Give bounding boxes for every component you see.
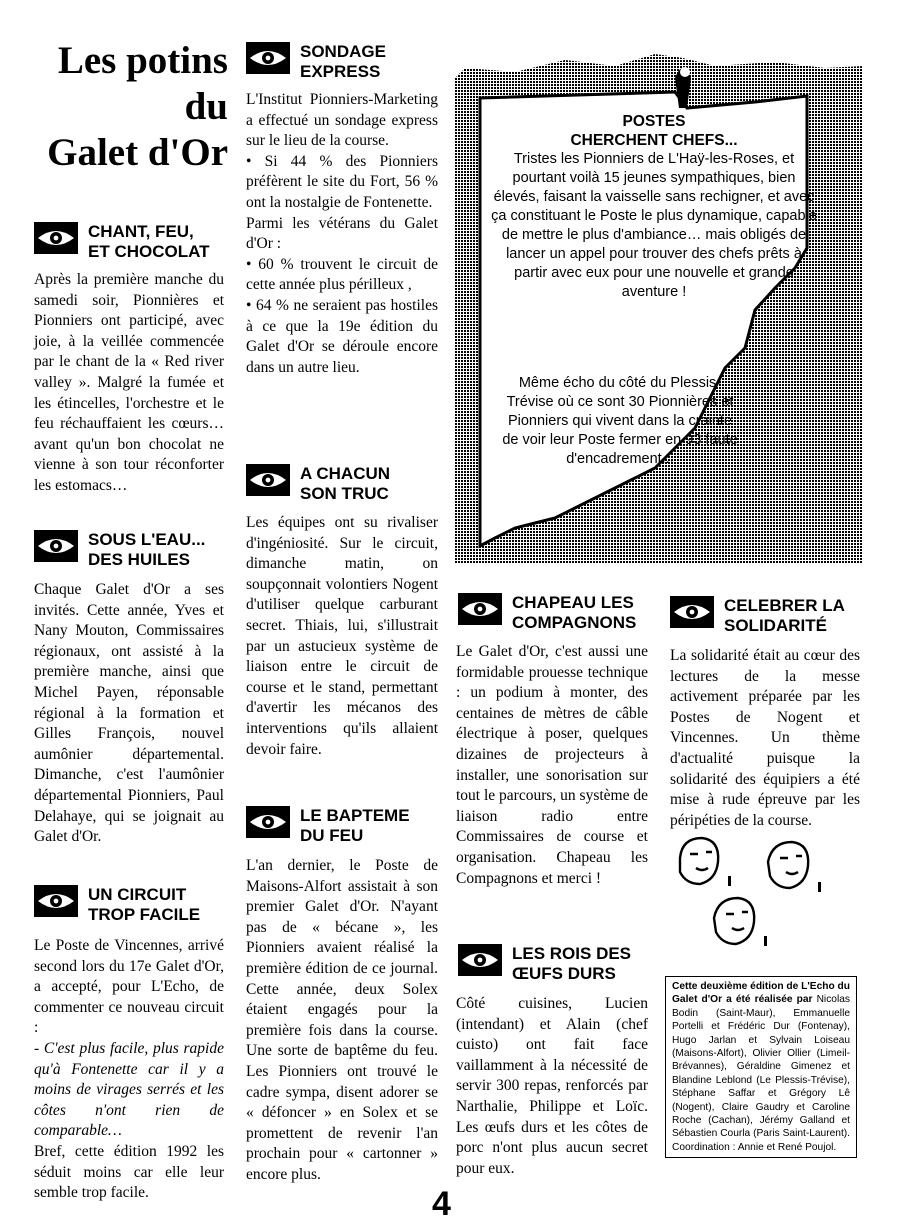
section-title-line: LES ROIS DES	[512, 944, 632, 963]
section-header-bapteme	[246, 806, 410, 846]
section-title-line: ET CHOCOLAT	[88, 242, 210, 261]
section-title-line: COMPAGNONS	[512, 613, 637, 632]
section-header-chapeau	[458, 593, 636, 633]
section-title	[88, 222, 210, 262]
eye-icon	[246, 806, 290, 838]
section-text-chapeau	[456, 642, 648, 889]
paragraph: L'an dernier, le Poste de Maisons-Alfort assistait à son premier Galet d'Or. N'ayant pas de « bécane », les Pionniers avaient réalisé la première édition de ce journal. Cette année, deux Solex étaient engagés pour la première fois dans la course. Une sorte de baptême du feu. Les Pionniers ont trouvé le cadre sympa, disent adorer se « défoncer » en Solex et se promettent de revenir l'an prochain pour « cartonner » encore plus.	[246, 857, 438, 1183]
ad-text	[490, 112, 818, 302]
section-text-sondage	[246, 90, 438, 378]
section-title	[300, 42, 386, 82]
ad-headline-line: CHERCHENT CHEFS...	[570, 132, 738, 149]
section-title-line: SOLIDARITÉ	[724, 616, 827, 635]
section-title-line: SONDAGE	[300, 42, 386, 61]
paragraph: Le Galet d'Or, c'est aussi une formidable prouesse technique : un podium à monter, des centaines de mètres de câble électrique à poser, quelques dizaines de projecteurs à installer, une sonorisation sur tout le parcours, un système de liaison radio entre Commissaires de course et organisation. Chapeau les Compagnons et merci !	[456, 643, 648, 887]
section-title-line: ŒUFS DURS	[512, 964, 616, 983]
bullet: • 64 % ne seraient pas hostiles à ce que la 19e édition du Galet d'Or se déroule encore dans un autre lieu.	[246, 296, 438, 376]
faces-illustration	[668, 828, 858, 968]
section-title-line: SON TRUC	[300, 484, 389, 503]
section-title	[88, 885, 200, 925]
section-text-eau	[34, 580, 224, 848]
section-text-bapteme	[246, 856, 438, 1186]
section-title-line: CELEBRER LA	[724, 596, 845, 615]
section-header-solidarite	[670, 596, 845, 636]
section-title	[300, 806, 410, 846]
section-header-sondage	[246, 42, 386, 82]
section-header-rois	[458, 944, 631, 984]
section-header-chant	[34, 222, 210, 262]
title-line-1: Les potins	[57, 39, 228, 82]
section-header-truc	[246, 464, 390, 504]
section-title-line: EXPRESS	[300, 62, 381, 81]
section-text-truc	[246, 513, 438, 760]
paragraph: La solidarité était au cœur des lectures de la messe activement préparée par les Postes de Nogent et Vincennes. Un thème d'actualité puisque la solidarité des équipiers a été mise à rude épreuve par les péripéties de la course.	[670, 647, 860, 829]
section-title-line: CHAPEAU LES	[512, 593, 634, 612]
section-header-circuit	[34, 885, 200, 925]
eye-icon	[458, 593, 502, 625]
page-number: 4	[432, 1185, 451, 1223]
ad-text-2	[500, 374, 740, 469]
ad-body: Tristes les Pionniers de L'Haÿ-les-Roses, et pourtant voilà 15 jeunes sympathiques, bien élevés, faisant la vaisselle sans rechigner, et avec ça constituant le Poste le plus dynamique, capable de mettre le plus d'ambiance… mais obligés de lancer un appel pour trouver des chefs prêts à partir avec eux pour une nouvelle et grande aventure !	[491, 151, 817, 300]
paragraph: Parmi les vétérans du Galet d'Or :	[246, 214, 438, 253]
paragraph: Chaque Galet d'Or a ses invités. Cette année, Yves et Nany Mouton, Commissaires régionaux, ont assisté à la première manche, ainsi que Michel Payen, réponsable régional à la formation et Gilles François, nouvel aumônier départemental. Dimanche, c'est l'aumônier départemental Pionniers, Paul Delahaye, qui se joignait au Galet d'Or.	[34, 581, 224, 846]
section-title-line: UN CIRCUIT	[88, 885, 187, 904]
credits-names: Nicolas Bodin (Saint-Maur), Emmanuelle Portelli et Frédéric Dur (Fontenay), Hugo Jarlan et Sylvain Loiseau (Maisons-Alfort), Olivier Ollier (Limeil-Brévannes), Géraldine Gimenez et Blandine Leblond (Le Plessis-Trévise), Stéphane Saffar et Grégory Lê (Nogent), Claire Gaudry et Caroline Roche (Cachan), Jérémy Galland et Sébastien Courla (Paris Saint-Laurent). Coordination : Annie et René Poujol.	[672, 994, 850, 1153]
section-title	[512, 944, 631, 984]
section-header-eau	[34, 530, 205, 570]
eye-icon	[246, 464, 290, 496]
paragraph: Côté cuisines, Lucien (intendant) et Alain (chef cuisto) ont fait face vaillamment à la nécessité de servir 300 repas, renforcés par Narthalie, Philippe et Loïc. Les œufs durs et les côtes de porc n'ont plus aucun secret pour eux.	[456, 995, 648, 1177]
page-title	[38, 38, 228, 176]
section-title	[300, 464, 390, 504]
section-title-line: A CHACUN	[300, 464, 391, 483]
section-title-line: TROP FACILE	[88, 905, 201, 924]
eye-icon	[458, 944, 502, 976]
section-title-line: DU FEU	[300, 826, 364, 845]
ad-headline-line: POSTES	[622, 113, 686, 130]
title-line-2: du	[184, 85, 228, 128]
section-text-circuit	[34, 936, 224, 1204]
paragraph: Les équipes ont su rivaliser d'ingéniosité. Sur le circuit, dimanche matin, on soupçonnait volontiers Nogent d'utiliser quelque carburant secret. Thiais, lui, s'illustrait par un astucieux système de liaison entre le circuit de course et le stand, permettant d'avertir les mécanos des interventions qu'ils allaient devoir faire.	[246, 514, 438, 758]
credits-box	[665, 976, 857, 1158]
eye-icon	[670, 596, 714, 628]
section-title-line: LE BAPTEME	[300, 806, 410, 825]
paragraph: Après la première manche du samedi soir, Pionnières et Pionniers ont participé, avec joie, à la veillée commencée par le chant de la « Red river valley ». Malgré la fumée et les étincelles, l'orchestre et le feu réchauffaient les cœurs… avant qu'un bon chocolat ne vienne à son tour réconforter les estomacs…	[34, 271, 224, 494]
section-text-chant	[34, 270, 224, 497]
section-title	[512, 593, 636, 633]
paragraph: Le Poste de Vincennes, arrivé second lors du 17e Galet d'Or, a accepté, pour L'Echo, de commenter ce nouveau circuit :	[34, 937, 224, 1037]
ad-body-2: Même écho du côté du Plessis-Trévise où ce sont 30 Pionnières et Pionniers qui vivent dans la crainte de voir leur Poste fermer en 93 faute d'encadrement...	[502, 375, 738, 467]
bullet: • Si 44 % des Pionniers préfèrent le site du Fort, 56 % ont la nostalgie de Fontenette.	[246, 152, 438, 211]
ad-headline	[490, 112, 818, 150]
paragraph: Bref, cette édition 1992 les séduit moins car elle leur semble trop facile.	[34, 1142, 224, 1202]
section-title	[724, 596, 845, 636]
section-text-rois	[456, 994, 648, 1179]
eye-icon	[34, 222, 78, 254]
title-line-3: Galet d'Or	[47, 131, 228, 174]
section-title	[88, 530, 205, 570]
section-title-line: DES HUILES	[88, 550, 191, 569]
section-title-line: SOUS L'EAU...	[88, 530, 206, 549]
quote: - C'est plus facile, plus rapide qu'à Fontenette car il y a moins de virages serrés et les côtes n'ont rien de comparable…	[34, 1039, 224, 1140]
paragraph: L'Institut Pionniers-Marketing a effectué un sondage express sur le lieu de la course.	[246, 91, 438, 150]
eye-icon	[34, 885, 78, 917]
eye-icon	[34, 530, 78, 562]
bullet: • 60 % trouvent le circuit de cette année plus périlleux ,	[246, 255, 438, 294]
eye-icon	[246, 42, 290, 74]
credits-lead: Cette deuxième édition de L'Echo du Galet d'Or a été réalisée par	[672, 981, 850, 1006]
section-text-solidarite	[670, 646, 860, 831]
section-title-line: CHANT, FEU,	[88, 222, 194, 241]
